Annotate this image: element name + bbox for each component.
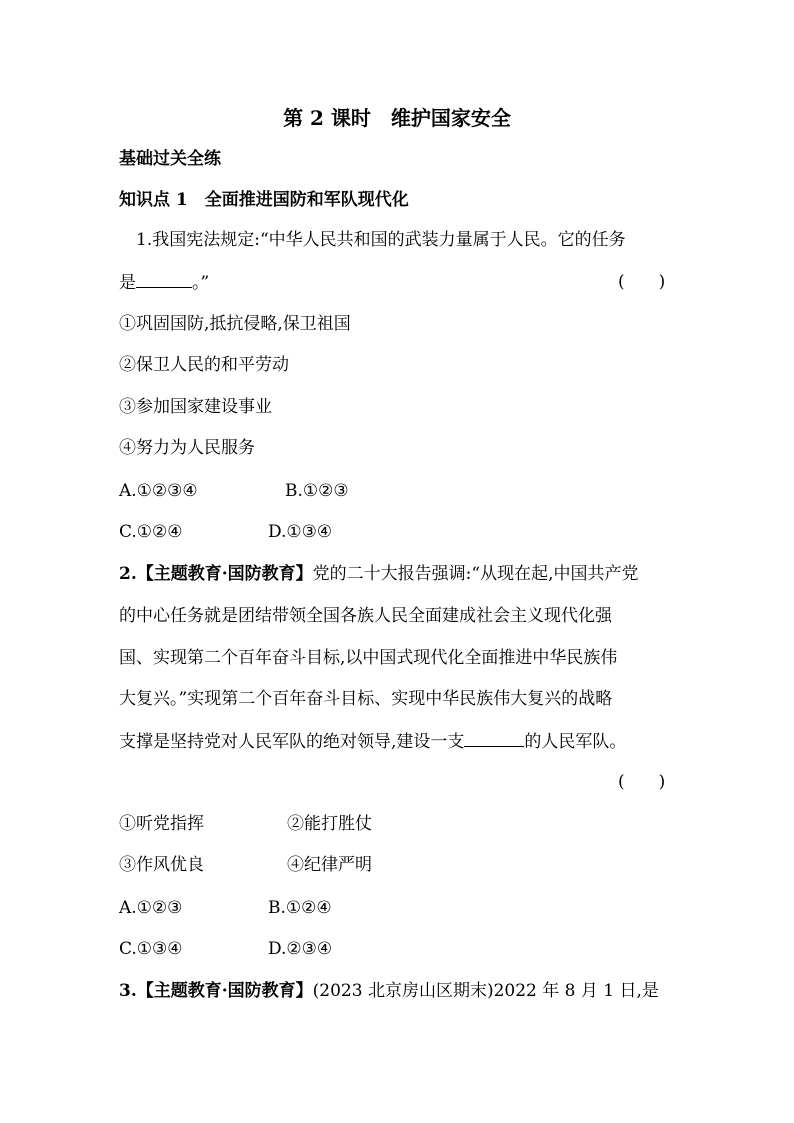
q2-number: 2. xyxy=(119,564,137,584)
q2-blank xyxy=(464,730,524,747)
q3-stem-rest: (2023 北京房山区期末)2022 年 8 月 1 日,是 xyxy=(312,981,659,1001)
knowledge-point-heading: 知识点 1 全面推进国防和军队现代化 xyxy=(119,190,409,210)
q1-option-4: ④努力为人民服务 xyxy=(119,438,255,458)
q1-stem-prefix: 是 xyxy=(119,273,136,293)
q1-blank xyxy=(136,271,192,288)
q2-answer-paren: ( ) xyxy=(618,772,666,792)
q2-option-4: ④纪律严明 xyxy=(287,855,372,875)
q2-option-2: ②能打胜仗 xyxy=(287,814,372,834)
section-heading: 基础过关全练 xyxy=(119,149,221,169)
q3-number: 3. xyxy=(119,981,137,1001)
q2-stem-line2: 的中心任务就是团结带领全国各族人民全面建成社会主义现代化强 xyxy=(119,606,612,626)
q3-stem-line1 xyxy=(119,980,659,1002)
q2-choice-a: A.①②③ xyxy=(119,898,183,918)
q2-choice-c: C.①③④ xyxy=(119,939,183,959)
q1-choice-b: B.①②③ xyxy=(285,481,349,501)
q2-choice-b: B.①②④ xyxy=(268,898,332,918)
q1-option-3: ③参加国家建设事业 xyxy=(119,397,272,417)
q3-tag: 【主题教育·国防教育】 xyxy=(136,981,313,1001)
q1-choice-c: C.①②④ xyxy=(119,522,183,542)
q2-tag: 【主题教育·国防教育】 xyxy=(136,564,313,584)
q1-choice-a: A.①②③④ xyxy=(119,481,198,501)
q1-stem-line2 xyxy=(119,271,209,294)
q1-stem-line1: 1.我国宪法规定:“中华人民共和国的武装力量属于人民。它的任务 xyxy=(136,230,626,250)
q1-stem-suffix: 。” xyxy=(192,273,210,293)
q2-option-3: ③作风优良 xyxy=(119,855,204,875)
q2-stem-line5 xyxy=(119,730,626,753)
q2-stem-line4: 大复兴。”实现第二个百年奋斗目标、实现中华民族伟大复兴的战略 xyxy=(119,689,613,709)
page-title: 第 2 课时 维护国家安全 xyxy=(283,106,511,130)
q1-option-1: ①巩固国防,抵抗侵略,保卫祖国 xyxy=(119,314,351,334)
q2-choice-d: D.②③④ xyxy=(268,939,333,959)
q2-stem-suffix: 的人民军队。 xyxy=(524,732,627,752)
q1-answer-paren: ( ) xyxy=(618,272,666,292)
q2-stem-prefix: 支撑是坚持党对人民军队的绝对领导,建设一支 xyxy=(119,732,465,752)
q1-option-2: ②保卫人民的和平劳动 xyxy=(119,355,289,375)
q1-choice-d: D.①③④ xyxy=(268,522,333,542)
q2-stem-line1 xyxy=(119,563,639,585)
q2-stem-line3: 国、实现第二个百年奋斗目标,以中国式现代化全面推进中华民族伟 xyxy=(119,648,618,668)
q2-stem-rest: 党的二十大报告强调:“从现在起,中国共产党 xyxy=(312,564,639,584)
q2-option-1: ①听党指挥 xyxy=(119,814,204,834)
